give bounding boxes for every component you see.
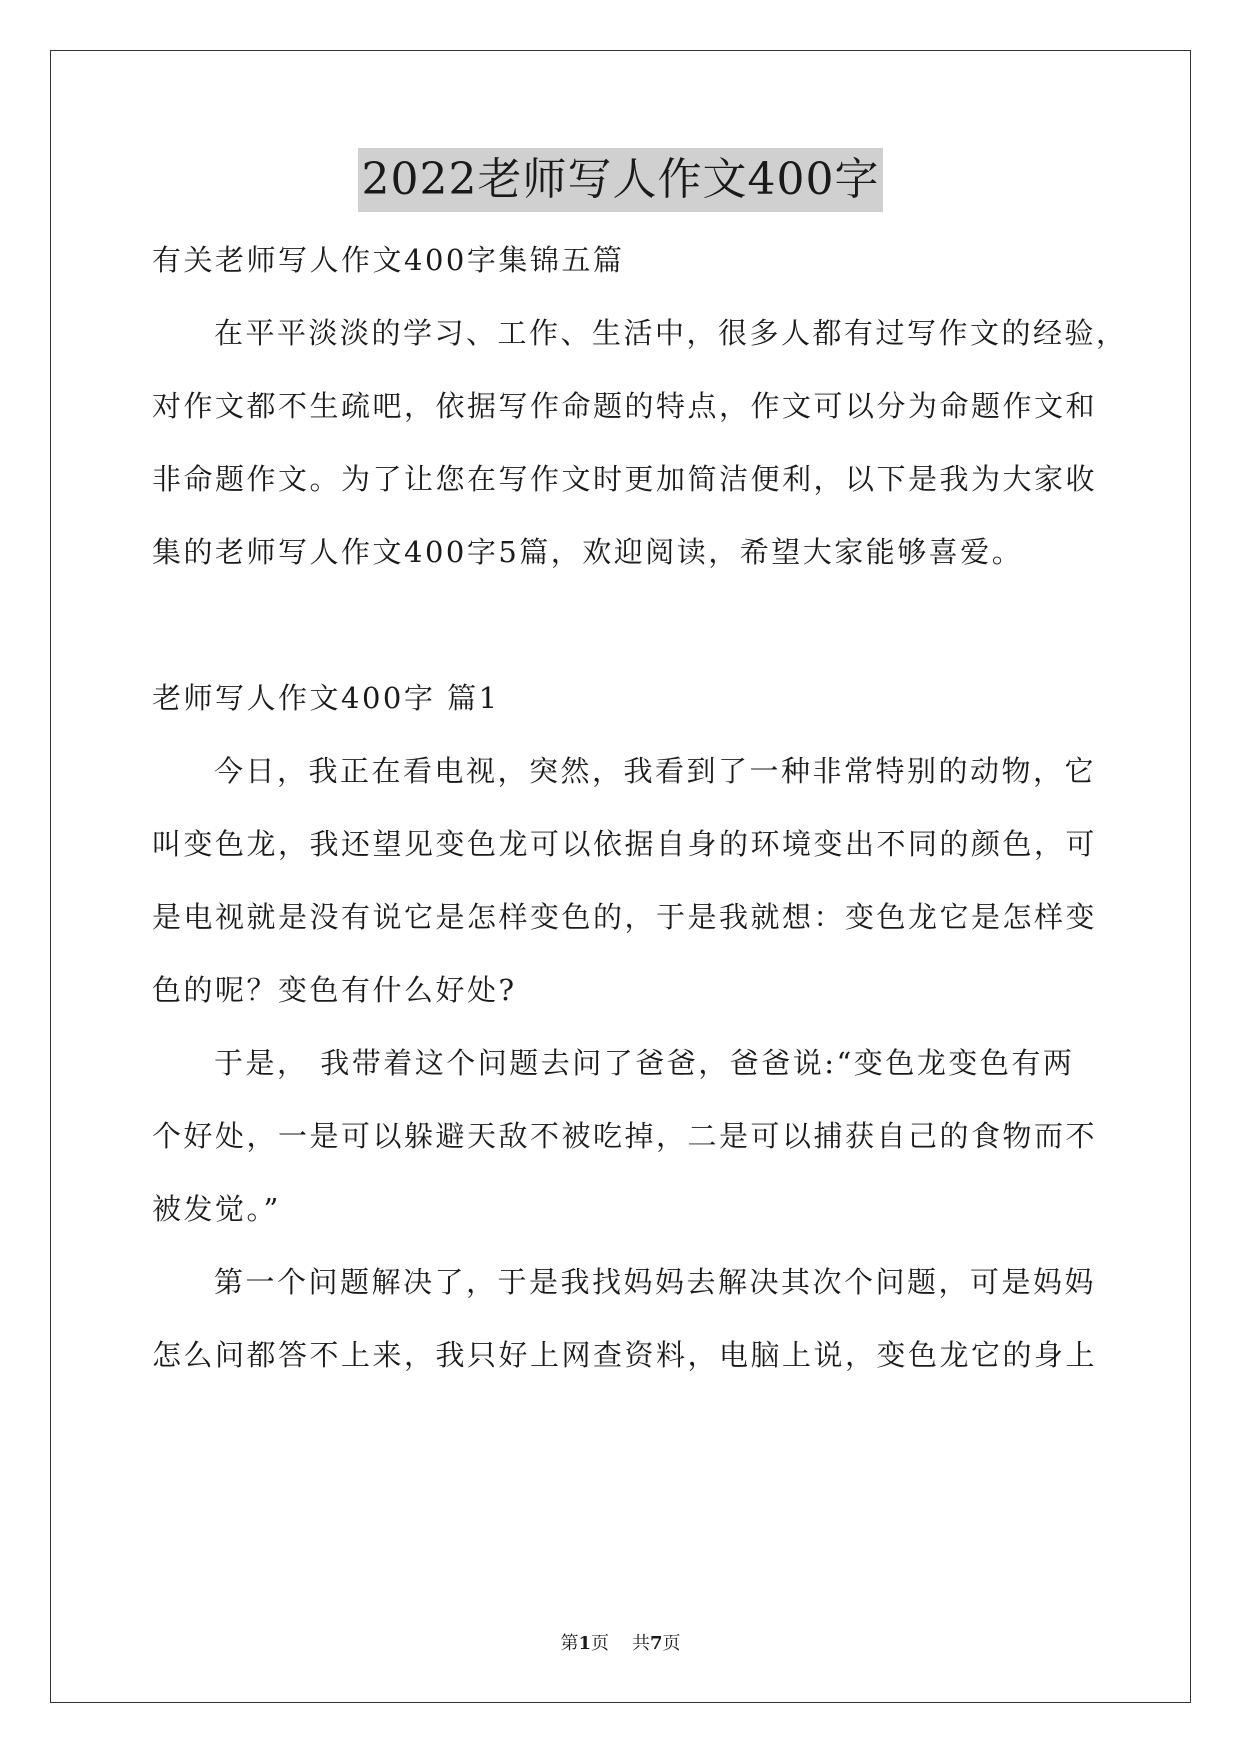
body-line: 是电视就是没有说它是怎样变色的，于是我就想：变色龙它是怎样变 — [152, 900, 1098, 934]
intro-line: 集的老师写人作文400字5篇，欢迎阅读，希望大家能够喜爱。 — [152, 535, 1024, 569]
body-line: 个好处，一是可以躲避天敌不被吃掉，二是可以捕获自己的食物而不 — [152, 1119, 1098, 1153]
section-heading: 老师写人作文400字 篇1 — [152, 681, 500, 715]
total-suffix: 页 — [662, 1633, 681, 1654]
page-footer — [0, 1632, 1241, 1656]
total-prefix: 共 — [631, 1633, 650, 1654]
body-line: 被发觉。” — [152, 1192, 281, 1226]
intro-line: 在平平淡淡的学习、工作、生活中，很多人都有过写作文的经验， — [214, 316, 1128, 350]
body-line: 第一个问题解决了，于是我找妈妈去解决其次个问题，可是妈妈 — [214, 1265, 1097, 1299]
title-container — [0, 148, 1241, 212]
body-line: 于是， 我带着这个问题去问了爸爸，爸爸说:“变色龙变色有两 — [214, 1046, 1075, 1080]
page-number: 1 — [578, 1633, 592, 1654]
body-line: 色的呢？变色有什么好处? — [152, 973, 517, 1007]
body-line: 怎么问都答不上来，我只好上网查资料，电脑上说，变色龙它的身上 — [152, 1338, 1098, 1372]
body-line: 今日，我正在看电视，突然，我看到了一种非常特别的动物，它 — [214, 754, 1097, 788]
page-border — [50, 50, 1191, 1703]
document-title: 2022老师写人作文400字 — [358, 148, 884, 212]
body-line: 叫变色龙，我还望见变色龙可以依据自身的环境变出不同的颜色，可 — [152, 827, 1098, 861]
intro-line: 对作文都不生疏吧，依据写作命题的特点，作文可以分为命题作文和 — [152, 389, 1098, 423]
page-prefix: 第 — [560, 1633, 579, 1654]
page-suffix: 页 — [591, 1633, 610, 1654]
document-subtitle: 有关老师写人作文400字集锦五篇 — [152, 243, 625, 277]
intro-line: 非命题作文。为了让您在写作文时更加简洁便利，以下是我为大家收 — [152, 462, 1098, 496]
total-pages: 7 — [649, 1633, 663, 1654]
